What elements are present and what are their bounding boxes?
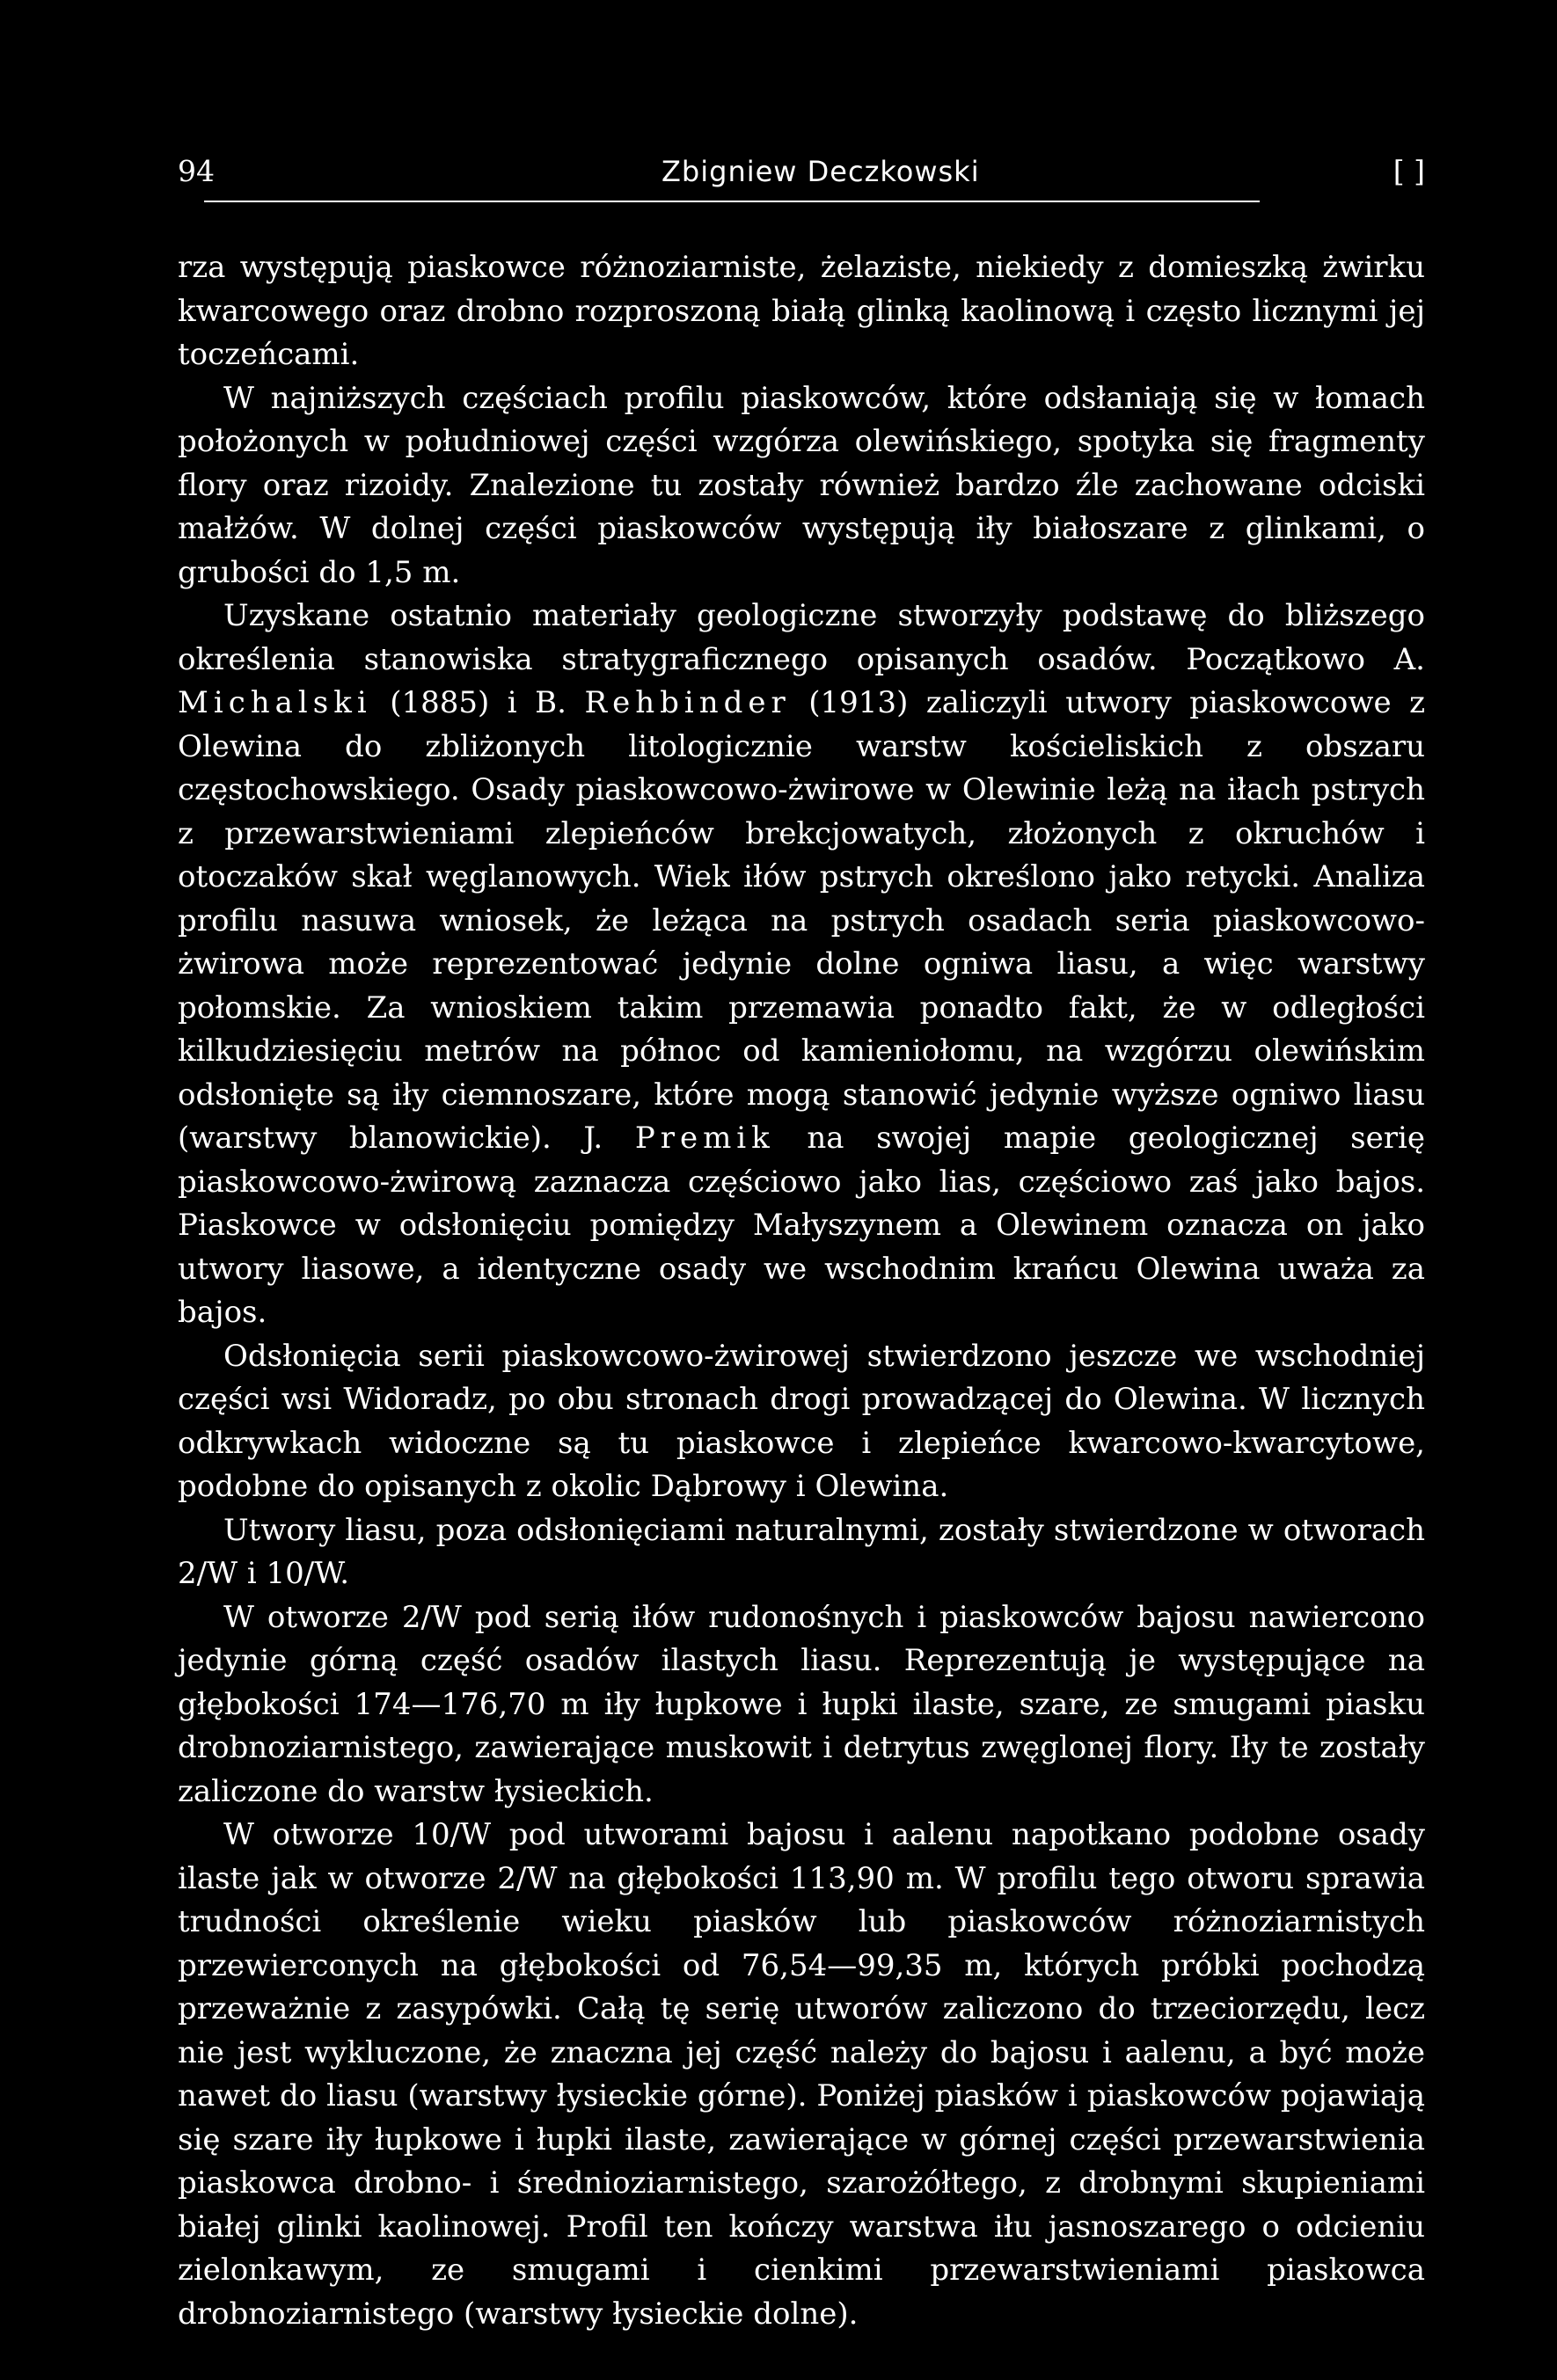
author-name-premik: Premik — [634, 1121, 775, 1156]
page-header — [178, 151, 1425, 192]
paragraph-5: Utwory liasu, poza odsłonięciami naturalnymi, zostały stwierdzone w otworach 2/W i 10/W. — [178, 1512, 1425, 1591]
paragraph-4: Odsłonięcia serii piaskowcowo-żwirowej stwierdzono jeszcze we wschodniej części wsi Widoradz, po obu stronach drogi prowadzącej do Olewina. W licznych odkrywkach widoczne są tu piaskowce i zlepieńce kwarcowo-kwarcytowe, podobne do opisanych z okolic Dąbrowy i Olewina. — [178, 1338, 1425, 1504]
paragraph-3-part-a: Uzyskane ostatnio materiały geologiczne stworzyły podstawę do bliższego określenia stanowiska stratygraficznego opisanych osadów. Początkowo A. — [178, 598, 1425, 677]
paragraph-7: W otworze 10/W pod utworami bajosu i aalenu napotkano podobne osady ilaste jak w otworze 2/W na głębokości 113,90 m. W profilu tego otworu sprawia trudności określenie wieku piasków lub piaskowców różnoziarnistych przewierconych na głębokości od 76,54—99,35 m, których próbki pochodzą przeważnie z zasypówki. Całą tę serię utworów zaliczono do trzeciorzędu, lecz nie jest wykluczone, że znaczna jej część należy do bajosu i aalenu, a być może nawet do liasu (warstwy łysieckie górne). Poniżej piasków i piaskowców pojawiają się szare iły łupkowe i łupki ilaste, zawierające w górnej części przewarstwienia piaskowca drobno- i średnioziarnistego, szarożółtego, z drobnymi skupieniami białej glinki kaolinowej. Profil ten kończy warstwa iłu jasnoszarego o odcieniu zielonkawym, ze smugami i cienkimi przewarstwieniami piaskowca drobnoziarnistego (warstwy łysieckie dolne). — [178, 1817, 1425, 2332]
running-head-author: Zbigniew Deczkowski — [662, 155, 980, 188]
document-page — [178, 151, 1426, 2332]
author-name-rehbinder: Rehbinder — [584, 685, 791, 720]
header-bracket: [ ] — [1393, 154, 1425, 188]
paragraph-3-part-c: (1913) zaliczyli utwory piaskowcowe z Olewina do zbliżonych litologicznie warstw kościeliskich z obszaru częstochowskiego. Osady piaskowcowo-żwirowe w Olewinie leżą na iłach pstrych z przewarstwieniami zlepieńców brekcjowatych, złożonych z okruchów i otoczaków skał węglanowych. Wiek iłów pstrych określono jako retycki. Analiza profilu nasuwa wniosek, że leżąca na pstrych osadach seria piaskowcowo-żwirowa może reprezentować jedynie dolne ogniwa liasu, a więc warstwy połomskie. Za wnioskiem takim przemawia ponadto fakt, że w odległości kilkudziesięciu metrów na północ od kamieniołomu, na wzgórzu olewińskim odsłonięte są iły ciemnoszare, które mogą stanowić jedynie wyższe ogniwo liasu (warstwy blanowickie). J. — [178, 685, 1425, 1156]
body-text — [178, 246, 1425, 2336]
paragraph-1: rza występują piaskowce różnoziarniste, żelaziste, niekiedy z domieszką żwirku kwarcowego oraz drobno rozproszoną białą glinką kaolinową i często licznymi jej toczeńcami. — [178, 250, 1425, 372]
paragraph-2: W najniższych częściach profilu piaskowców, które odsłaniają się w łomach położonych w południowej części wzgórza olewińskiego, spotyka się fragmenty flory oraz rizoidy. Znalezione tu zostały również bardzo źle zachowane odciski małżów. W dolnej części piaskowców występują iły białoszare z glinkami, o grubości do 1,5 m. — [178, 380, 1425, 590]
page-number: 94 — [178, 154, 215, 188]
author-name-michalski: Michalski — [178, 685, 372, 720]
paragraph-3-part-b: (1885) i B. — [371, 685, 585, 720]
paragraph-3-part-d: na swojej mapie geologicznej serię piaskowcowo-żwirową zaznacza częściowo jako lias, częściowo zaś jako bajos. Piaskowce w odsłonięciu pomiędzy Małyszynem a Olewinem oznacza on jako utwory liasowe, a identyczne osady we wschodnim krańcu Olewina uważa za bajos. — [178, 1121, 1426, 1330]
paragraph-6: W otworze 2/W pod serią iłów rudonośnych i piaskowców bajosu nawiercono jedynie górną część osadów ilastych liasu. Reprezentują je występujące na głębokości 174—176,70 m iły łupkowe i łupki ilaste, szare, ze smugami piasku drobnoziarnistego, zawierające muskowit i detrytus zwęglonej flory. Iły te zostały zaliczone do warstw łysieckich. — [178, 1599, 1425, 1809]
header-rule — [204, 201, 1260, 202]
paragraph-3 — [178, 595, 1425, 1335]
